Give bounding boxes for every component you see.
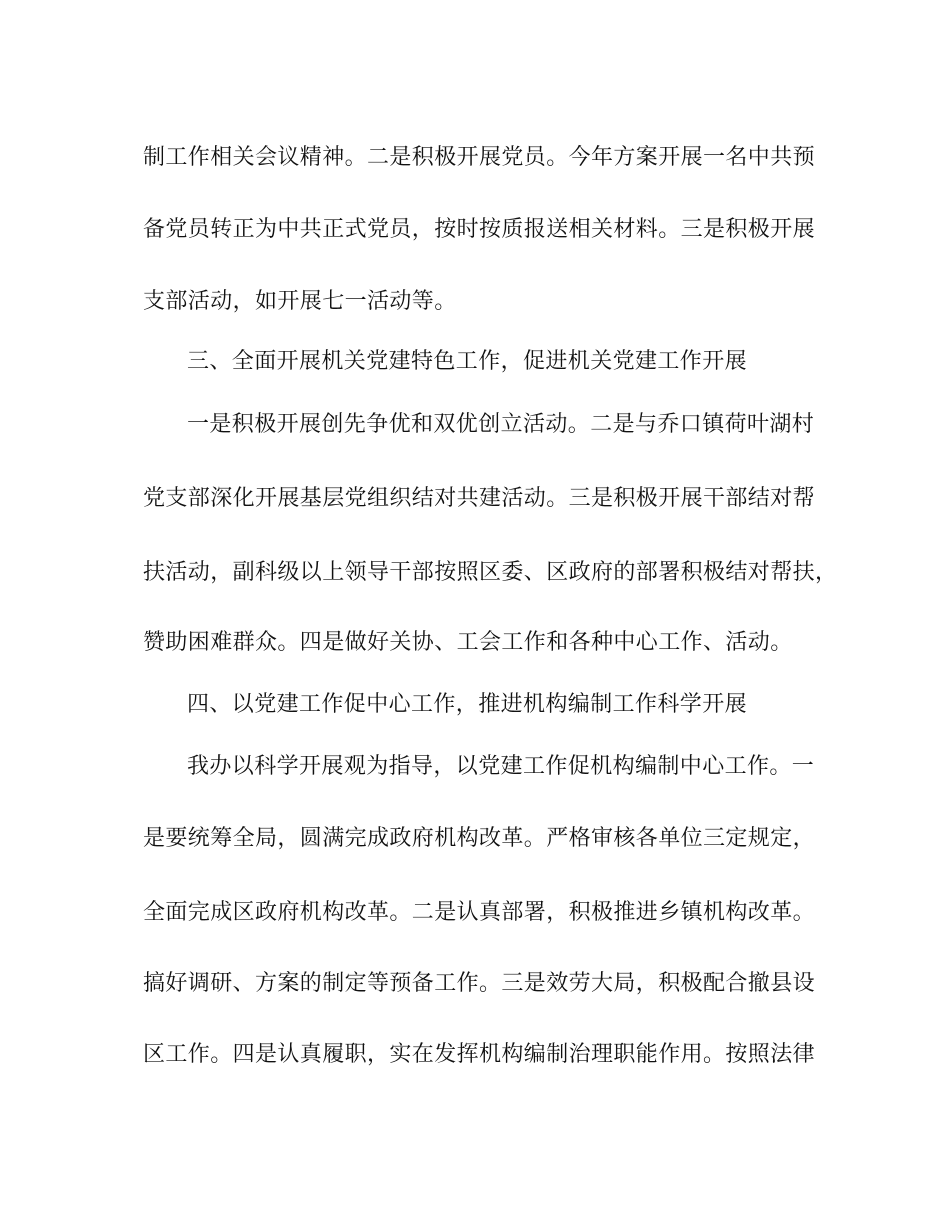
text-line-2: 备党员转正为中共正式党员，按时按质报送相关材料。三是积极开展 bbox=[143, 217, 816, 242]
text-line-11: 是要统筹全局，圆满完成政府机构改革。严格审核各单位三定规定， bbox=[143, 826, 816, 851]
text-line-7: 扶活动，副科级以上领导干部按照区委、区政府的部署积极结对帮扶， bbox=[143, 560, 838, 585]
text-line-6: 党支部深化开展基层党组织结对共建活动。三是积极开展干部结对帮 bbox=[143, 486, 816, 511]
text-line-10: 我办以科学开展观为指导，以党建工作促机构编制中心工作。一 bbox=[187, 754, 815, 779]
section-heading-4: 四、以党建工作促中心工作，推进机构编制工作科学开展 bbox=[187, 692, 748, 717]
text-line-14: 区工作。四是认真履职，实在发挥机构编制治理职能作用。按照法律 bbox=[143, 1042, 816, 1067]
text-line-3: 支部活动，如开展七一活动等。 bbox=[143, 289, 457, 314]
text-line-13: 搞好调研、方案的制定等预备工作。三是效劳大局，积极配合撤县设 bbox=[143, 971, 816, 996]
text-line-8: 赞助困难群众。四是做好关协、工会工作和各种中心工作、活动。 bbox=[143, 630, 793, 655]
text-line-1: 制工作相关会议精神。二是积极开展党员。今年方案开展一名中共预 bbox=[143, 145, 816, 170]
section-heading-3: 三、全面开展机关党建特色工作，促进机关党建工作开展 bbox=[187, 349, 748, 374]
text-line-5: 一是积极开展创先争优和双优创立活动。二是与乔口镇荷叶湖村 bbox=[187, 412, 815, 437]
text-line-12: 全面完成区政府机构改革。二是认真部署，积极推进乡镇机构改革。 bbox=[143, 900, 816, 925]
